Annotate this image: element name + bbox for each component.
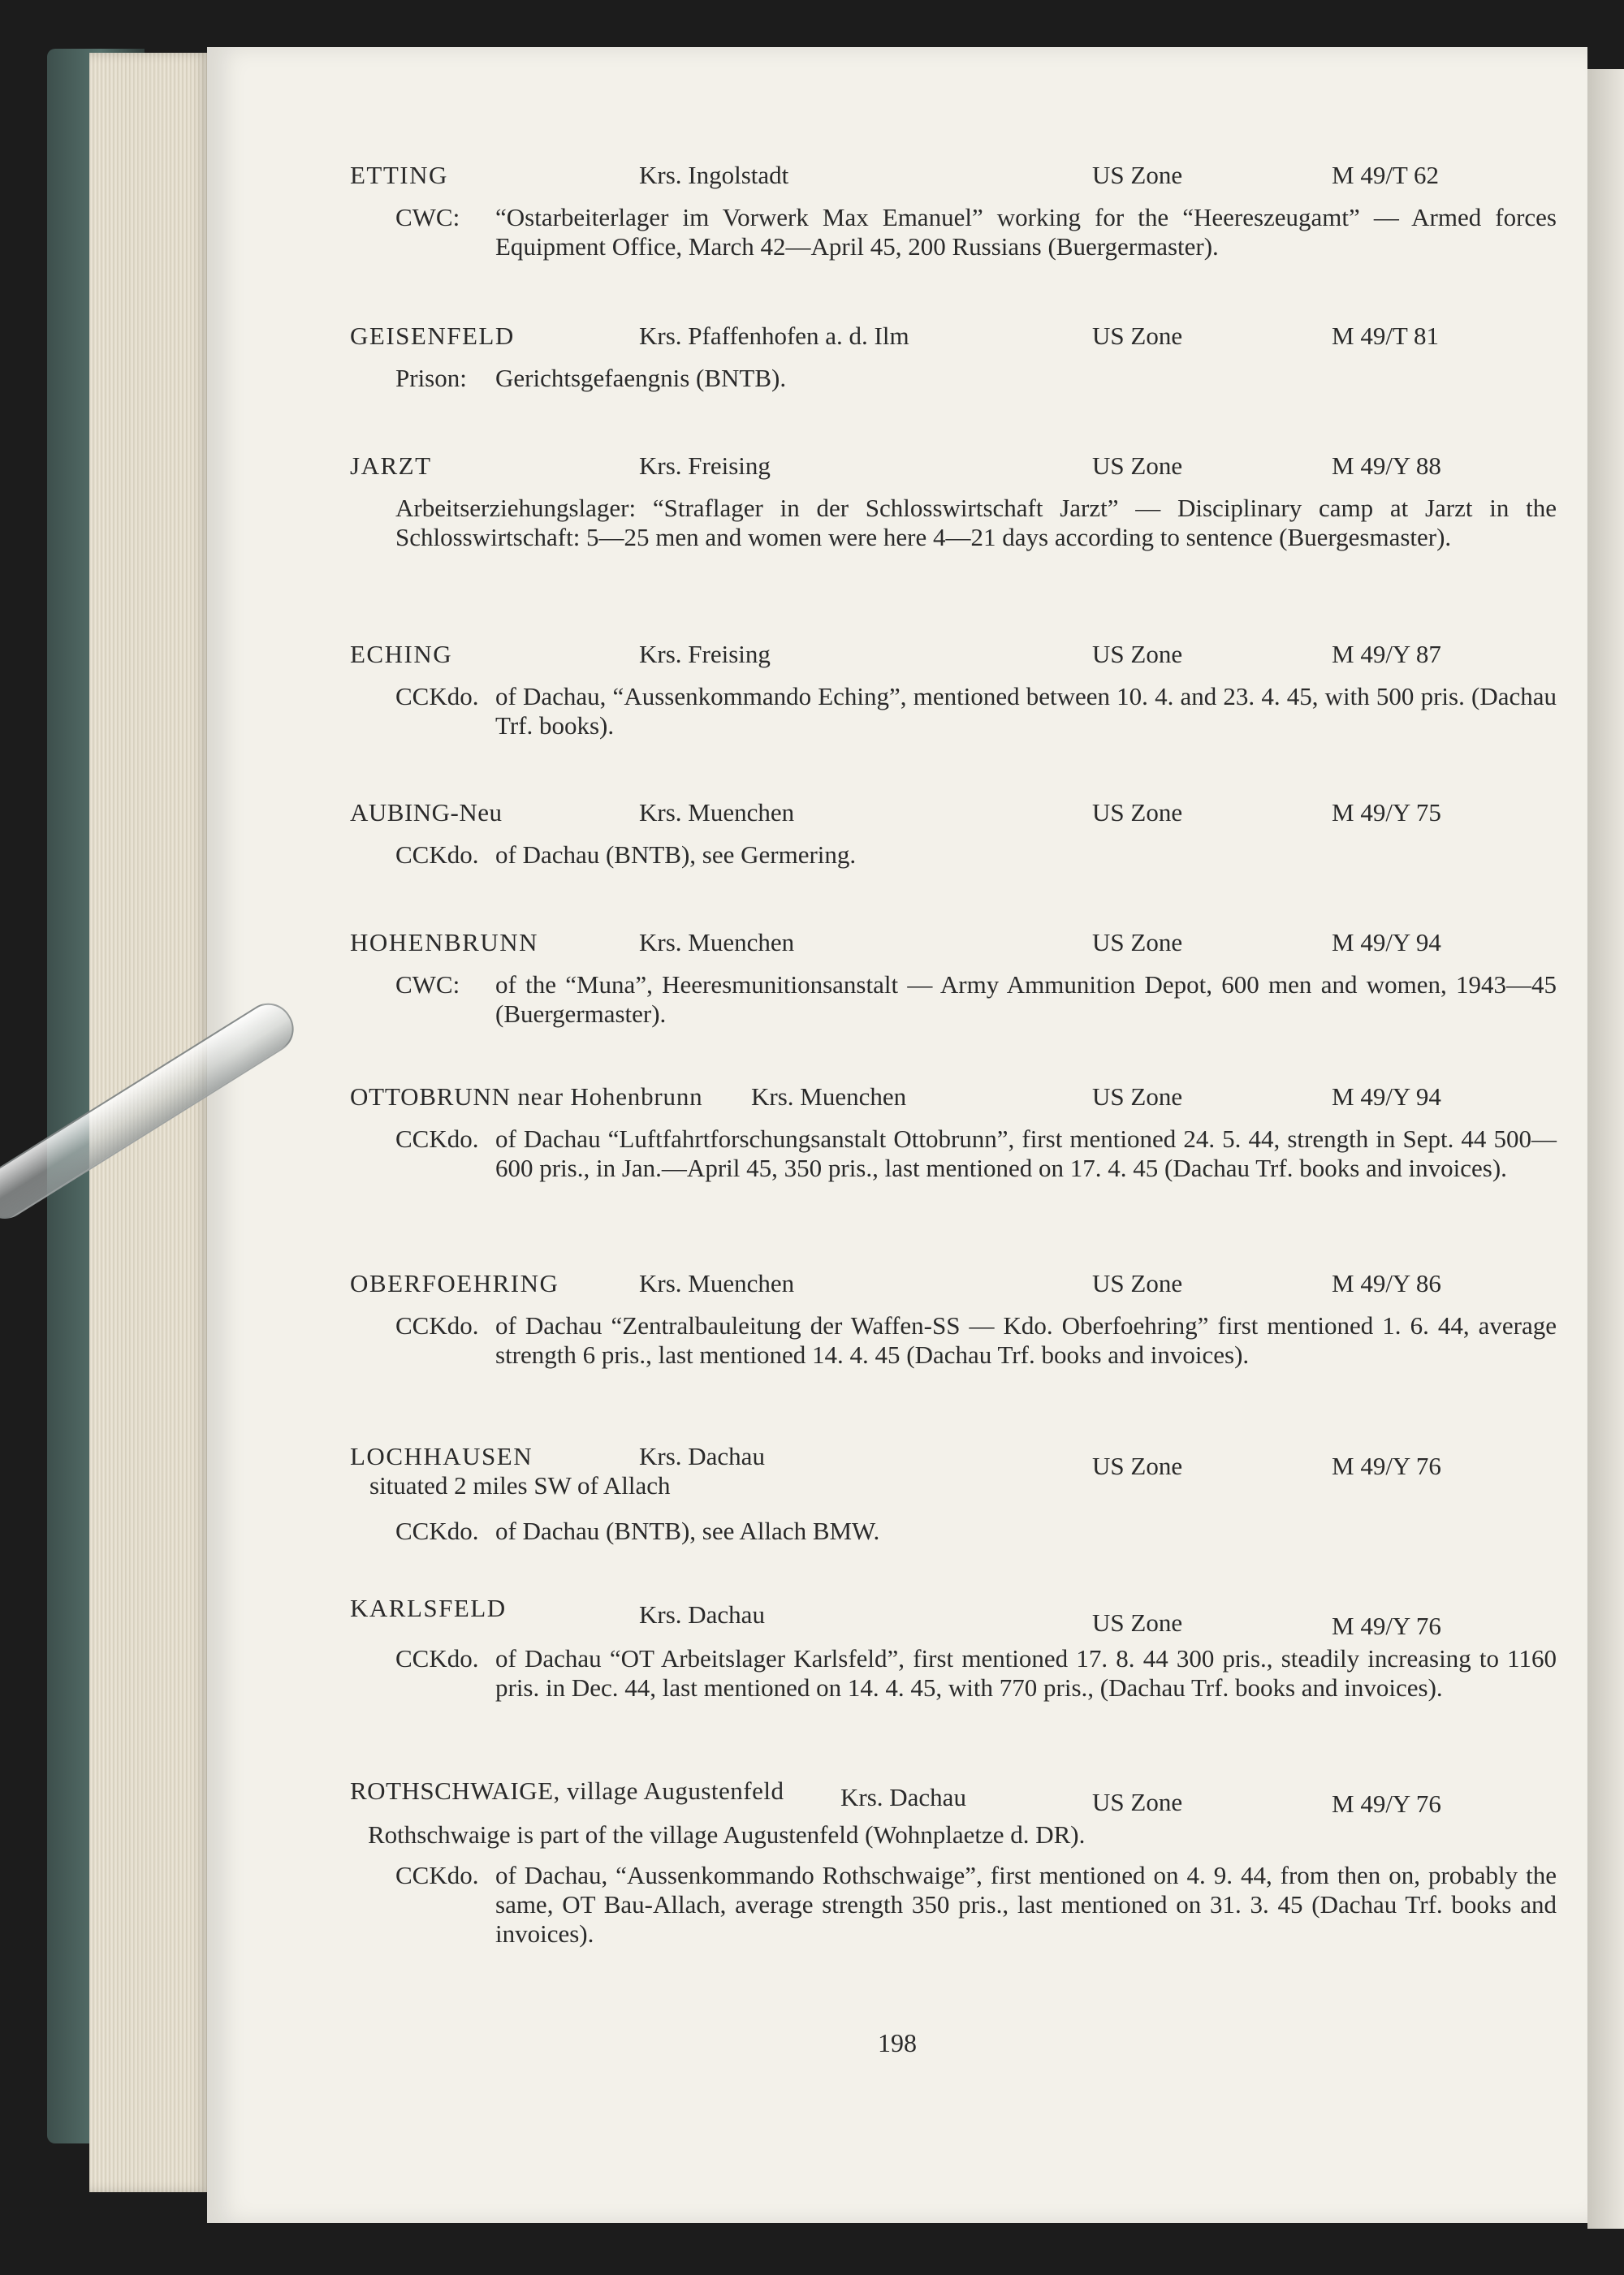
district: Krs. Freising [639, 451, 771, 480]
district: Krs. Muenchen [751, 1082, 907, 1111]
entry-geisenfeld [207, 322, 1587, 393]
map-reference: M 49/Y 76 [1332, 1789, 1441, 1818]
entry-description [207, 970, 1587, 1029]
district: Krs. Freising [639, 640, 771, 668]
entry-eching [207, 640, 1587, 740]
description-text: of Dachau “Luftfahrtforschungsanstalt Ottobrunn”, first mentioned 24. 5. 44, strength in Sept. 44 500—600 pris., in Jan.—April 45, 350 pris., last mentioned on 17. 4. 45 (Dachau Trf. books and invoices). [495, 1125, 1557, 1182]
entry-etting [207, 161, 1587, 261]
place-name: AUBING-Neu [350, 798, 503, 827]
district: Krs. Ingolstadt [639, 161, 789, 189]
description-text: of Dachau, “Aussenkommando Eching”, mentioned between 10. 4. and 23. 4. 45, with 500 pris. (Dachau Trf. books). [495, 682, 1557, 740]
place-name: ETTING [350, 161, 448, 189]
camp-type-label: CCKdo. [395, 1644, 479, 1673]
entry-karlsfeld [207, 1594, 1587, 1703]
location-note: situated 2 miles SW of Allach [369, 1471, 671, 1500]
camp-type-label: CWC: [395, 203, 460, 231]
entry-ottobrunn [207, 1082, 1587, 1183]
page-number: 198 [878, 2028, 917, 2057]
map-reference: M 49/Y 87 [1332, 640, 1441, 668]
map-reference: M 49/Y 88 [1332, 451, 1441, 480]
map-reference: M 49/Y 76 [1332, 1612, 1441, 1640]
entry-heading [207, 640, 1587, 677]
entry-description [207, 1644, 1587, 1703]
camp-type-label: CCKdo. [395, 1125, 479, 1153]
entry-description [207, 203, 1587, 261]
camp-type-label: CCKdo. [395, 1311, 479, 1340]
description-text: of the “Muna”, Heeresmunitionsanstalt — Army Ammunition Depot, 600 men and women, 1943—45 (Buergermaster). [495, 970, 1557, 1028]
place-name: KARLSFELD [350, 1594, 507, 1622]
camp-type-label: CCKdo. [395, 682, 479, 710]
place-name: ECHING [350, 640, 453, 668]
entry-description [207, 1125, 1587, 1183]
entry-heading [207, 1776, 1587, 1818]
camp-type-label: CCKdo. [395, 1861, 479, 1889]
entry-heading [207, 1269, 1587, 1306]
camp-type-label: Prison: [395, 364, 467, 392]
entry-lochhausen [207, 1442, 1587, 1546]
entry-oberfoehring [207, 1269, 1587, 1370]
description-text: of Dachau (BNTB), see Germering. [495, 840, 857, 869]
entry-rothschwaige [207, 1776, 1587, 1949]
zone: US Zone [1092, 1788, 1183, 1816]
zone: US Zone [1092, 1269, 1183, 1297]
place-name: ROTHSCHWAIGE, village Augustenfeld [350, 1776, 784, 1805]
zone: US Zone [1092, 928, 1183, 956]
zone: US Zone [1092, 1608, 1183, 1637]
entry-description [207, 494, 1587, 552]
place-name: GEISENFELD [350, 322, 515, 350]
entry-heading [207, 928, 1587, 965]
map-reference: M 49/Y 94 [1332, 1082, 1441, 1111]
entry-aubing-neu [207, 798, 1587, 870]
entry-jarzt [207, 451, 1587, 552]
district: Krs. Pfaffenhofen a. d. Ilm [639, 322, 909, 350]
description-text: of Dachau “OT Arbeitslager Karlsfeld”, first mentioned 17. 8. 44 300 pris., steadily increasing to 1160 pris. in Dec. 44, last mentioned on 14. 4. 45, with 770 pris., (Dachau Trf. books and invoices). [495, 1644, 1557, 1702]
entry-description [207, 840, 1587, 870]
place-name: OBERFOEHRING [350, 1269, 559, 1297]
description-text: of Dachau (BNTB), see Allach BMW. [495, 1517, 880, 1545]
entry-description [207, 1311, 1587, 1370]
map-reference: M 49/Y 94 [1332, 928, 1441, 956]
map-reference: M 49/Y 76 [1332, 1452, 1441, 1480]
map-reference: M 49/T 62 [1332, 161, 1440, 189]
entry-hohenbrunn [207, 928, 1587, 1029]
map-reference: M 49/Y 75 [1332, 798, 1441, 827]
place-name: HOHENBRUNN [350, 928, 538, 956]
entry-heading [207, 798, 1587, 835]
entry-heading [207, 322, 1587, 359]
district: Krs. Dachau [639, 1442, 765, 1470]
map-reference: M 49/Y 86 [1332, 1269, 1441, 1297]
entry-description [207, 1517, 1587, 1546]
camp-type-label: CCKdo. [395, 1517, 479, 1545]
zone: US Zone [1092, 640, 1183, 668]
description-text: “Ostarbeiterlager im Vorwerk Max Emanuel” working for the “Heereszeugamt” — Armed forces Equipment Office, March 42—April 45, 200 Russians (Buergermaster). [495, 203, 1557, 261]
zone: US Zone [1092, 1452, 1183, 1480]
zone: US Zone [1092, 161, 1183, 189]
entry-description [207, 1861, 1587, 1949]
district: Krs. Muenchen [639, 798, 795, 827]
facing-page-edge [1587, 69, 1624, 2229]
district: Krs. Dachau [840, 1783, 966, 1811]
description-block [395, 494, 1557, 552]
zone: US Zone [1092, 451, 1183, 480]
entry-heading [207, 1594, 1587, 1640]
description-text: of Dachau, “Aussenkommando Rothschwaige”, first mentioned on 4. 9. 44, from then on, probably the same, OT Bau-Allach, average strength 350 pris., last mentioned on 31. 3. 45 (Dachau Trf. books and invoices). [495, 1861, 1557, 1948]
camp-type-label: CWC: [395, 970, 460, 999]
zone: US Zone [1092, 798, 1183, 827]
location-note: Rothschwaige is part of the village Augustenfeld (Wohnplaetze d. DR). [368, 1820, 1086, 1849]
entry-heading [207, 451, 1587, 489]
entry-description [207, 682, 1587, 740]
entry-heading [207, 161, 1587, 198]
entry-description [207, 364, 1587, 393]
description-text: Gerichtsgefaengnis (BNTB). [495, 364, 787, 392]
district: Krs. Muenchen [639, 1269, 795, 1297]
place-name: JARZT [350, 451, 432, 480]
zone: US Zone [1092, 322, 1183, 350]
map-reference: M 49/T 81 [1332, 322, 1440, 350]
place-name: LOCHHAUSEN [350, 1442, 533, 1470]
description-text: of Dachau “Zentralbauleitung der Waffen-SS — Kdo. Oberfoehring” first mentioned 1. 6. 44, average strength 6 pris., last mentioned 14. 4. 45 (Dachau Trf. books and invoices). [495, 1311, 1557, 1369]
camp-type-label: CCKdo. [395, 840, 479, 869]
book-page [207, 47, 1587, 2223]
district: Krs. Muenchen [639, 928, 795, 956]
entry-heading [207, 1082, 1587, 1120]
place-name: OTTOBRUNN near Hohenbrunn [350, 1082, 703, 1111]
zone: US Zone [1092, 1082, 1183, 1111]
description-text: “Straflager in der Schlosswirtschaft Jarzt” — Disciplinary camp at Jarzt in the Schlosswirtschaft: 5—25 men and women were here 4—21 days according to sentence (Buergesmaster). [395, 494, 1557, 551]
camp-type-label: Arbeitserziehungslager: [395, 494, 637, 522]
district: Krs. Dachau [639, 1600, 765, 1629]
